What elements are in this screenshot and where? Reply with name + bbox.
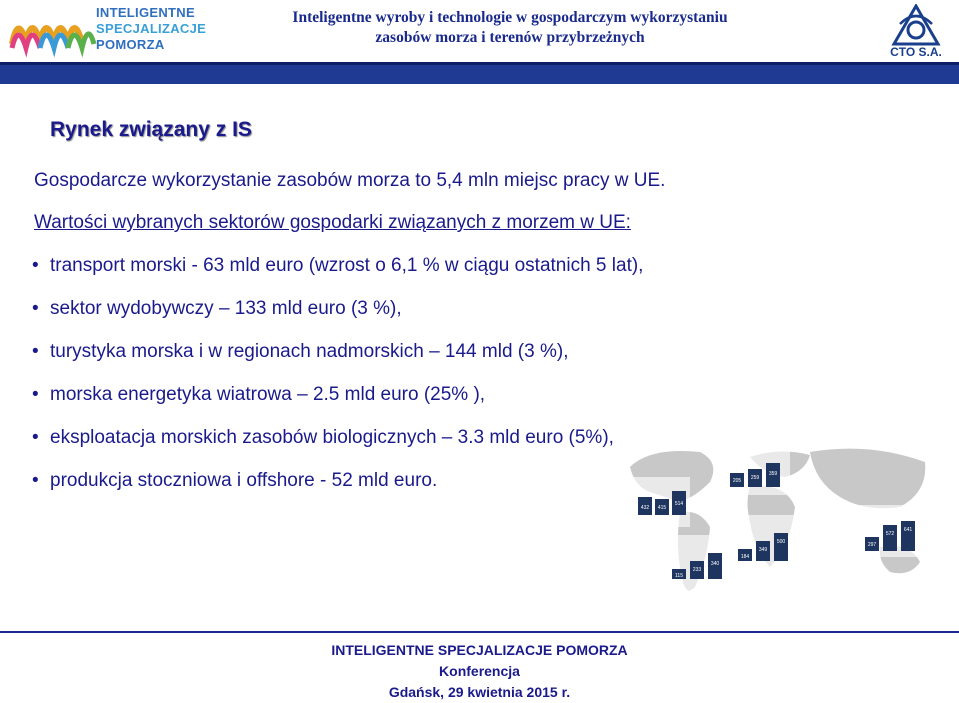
sector-item-biological-resources: • eksploatacja morskich zasobów biologicznych – 3.3 mld euro (5%), <box>30 427 643 470</box>
inset-value: 259 <box>750 475 760 481</box>
header-title <box>210 8 810 48</box>
inset-value: 349 <box>758 547 768 553</box>
sector-item-shipbuilding: • produkcja stoczniowa i offshore - 52 mld euro. <box>30 470 643 513</box>
footer-divider <box>0 631 959 633</box>
inset-value: 359 <box>768 471 778 477</box>
inset-brazil <box>650 535 725 590</box>
footer-line-program: INTELIGENTNE SPECJALIZACJE POMORZA <box>331 642 628 658</box>
sector-item-mining: • sektor wydobywczy – 133 mld euro (3 %), <box>30 298 643 341</box>
header-bar <box>0 62 959 84</box>
header-bar-line <box>0 62 959 65</box>
sector-list <box>30 255 643 513</box>
logo-text-line3: POMORZA <box>96 37 165 52</box>
footer <box>0 640 959 703</box>
inset-value: 415 <box>657 505 667 511</box>
header <box>0 0 959 62</box>
inset-north-america <box>630 477 690 527</box>
inset-value: 115 <box>675 573 683 579</box>
section-title: Rynek związany z IS <box>50 118 252 141</box>
footer-line-event: Konferencja <box>439 663 520 679</box>
intro-line-sectors: Wartości wybranych sektorów gospodarki związanych z morzem w UE: <box>34 212 631 233</box>
inset-value: 432 <box>640 505 650 511</box>
inset-asia-pacific <box>850 505 930 557</box>
logo-text-line2: SPECJALIZACJE <box>96 21 207 36</box>
cto-emblem-icon <box>880 4 952 46</box>
sector-item-tourism: • turystyka morska i w regionach nadmorskich – 144 mld (3 %), <box>30 341 643 384</box>
sector-item-wind-energy: • morska energetyka wiatrowa – 2.5 mld euro (25% ), <box>30 384 643 427</box>
inset-value: 233 <box>692 567 702 573</box>
inset-north-sea <box>720 447 790 495</box>
header-title-line2: zasobów morza i terenów przybrzeżnych <box>375 29 645 46</box>
inset-value: 572 <box>885 531 895 537</box>
sector-item-transport: • transport morski - 63 mld euro (wzrost o 6,1 % w ciągu ostatnich 5 lat), <box>30 255 643 298</box>
inset-value: 205 <box>732 478 742 484</box>
cto-logo-label: CTO S.A. <box>890 45 942 59</box>
inset-value: 340 <box>710 561 720 567</box>
inset-value: 500 <box>776 539 786 545</box>
inset-value: 514 <box>674 501 684 507</box>
world-map-figure <box>610 437 940 612</box>
intro-line-employment: Gospodarcze wykorzystanie zasobów morza to 5,4 mln miejsc pracy w UE. <box>34 170 666 191</box>
wave-logo-icon <box>8 4 98 58</box>
inset-value: 297 <box>867 542 877 548</box>
header-title-line1: Inteligentne wyroby i technologie w gospodarczym wykorzystaniu <box>292 9 728 26</box>
inset-value: 184 <box>740 554 750 560</box>
logo-text-line1: INTELIGENTNE <box>96 5 195 20</box>
inset-value: 641 <box>903 527 913 533</box>
inset-west-africa <box>722 515 797 570</box>
footer-line-date: Gdańsk, 29 kwietnia 2015 r. <box>388 684 571 700</box>
